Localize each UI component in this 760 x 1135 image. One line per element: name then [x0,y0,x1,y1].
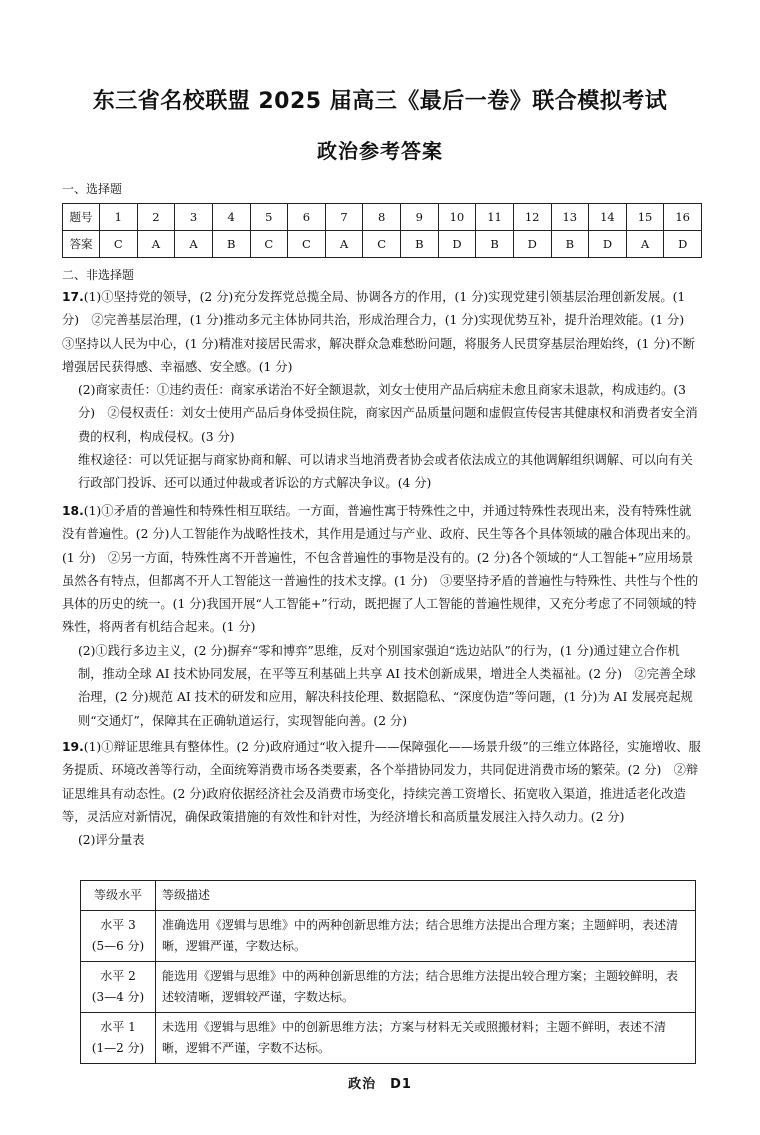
answer-cell: A [325,231,363,258]
answer-cell: A [137,231,175,258]
answer-cell: C [363,231,401,258]
question-number-cell: 9 [401,204,439,231]
answer-cell: C [100,231,138,258]
question-number-cell: 4 [212,204,250,231]
question-19-part2: (2)评分量表 [78,833,145,848]
question-number-cell: 3 [175,204,213,231]
rubric-header-row [81,881,696,911]
question-17-rights-paths: 维权途径：可以凭证据与商家协商和解、可以请求当地消费者协会或者依法成立的其他调解组织调解、可以向有关行政部门投诉、还可以通过仲裁或者诉讼的方式解决争议。(4 分) [78,453,693,491]
answer-cell: D [589,231,627,258]
answer-cell: B [212,231,250,258]
question-number-cell: 7 [325,204,363,231]
rubric-description: 能选用《逻辑与思维》中的两种创新思维的方法；结合思维方法提出较合理方案；主题较鲜明，表述较清晰，逻辑较严谨，字数达标。 [156,962,696,1013]
answer-cell: C [288,231,326,258]
question-number-cell: 6 [288,204,326,231]
rubric-header-description: 等级描述 [156,881,696,911]
question-18-number: 18. [62,504,84,518]
question-number-cell: 11 [476,204,514,231]
answer-cell: B [476,231,514,258]
rubric-description: 准确选用《逻辑与思维》中的两种创新思维方法；结合思维方法提出合理方案；主题鲜明，表述清晰，逻辑严谨，字数达标。 [156,911,696,962]
answer-table [62,203,702,258]
answer-table-answer-row [63,231,702,258]
rubric-description: 未选用《逻辑与思维》中的创新思维方法；方案与材料无关或照搬材料；主题不鲜明，表述不清晰，逻辑不严谨，字数不达标。 [156,1013,696,1064]
rubric-row [81,911,696,962]
question-number-cell: 14 [589,204,627,231]
row-label-question: 题号 [63,204,100,231]
rubric-level: 水平 2 (3—4 分) [81,962,156,1013]
answer-cell: A [175,231,213,258]
question-17-part1: (1)①坚持党的领导，(2 分)充分发挥党总揽全局、协调各方的作用，(1 分)实现党建引领基层治理创新发展。(1 分) ②完善基层治理，(1 分)推动多元主体协同共治，形成治理合力，(1 分)实现优势互补，提升治理效能。(1 分) ③坚持以人民为中心，(1 分)精准对接居民需求，解决群众急难愁盼问题，将服务人民贯穿基层治理始终，(1 分)不断增强居民获得感、幸福感、安全感。(1 分) [62,290,697,374]
page-title: 东三省名校联盟 2025 届高三《最后一卷》联合模拟考试 [92,89,668,114]
question-17-part2: (2)商家责任：①违约责任：商家承诺治不好全额退款，刘女士使用产品后病症未愈且商家未退款，构成违约。(3 分) ②侵权责任：刘女士使用产品后身体受损住院，商家因产品质量问题和虚假宣传侵害其健康权和消费者安全消费的权利，构成侵权。(3 分) [78,383,698,444]
question-number-cell: 5 [250,204,288,231]
answer-cell: A [626,231,664,258]
page-footer: 政治 D1 [348,1077,412,1092]
rubric-row [81,962,696,1013]
question-17-number: 17. [62,290,84,304]
question-number-cell: 15 [626,204,664,231]
answer-cell: C [250,231,288,258]
rubric-level: 水平 1 (1—2 分) [81,1013,156,1064]
scoring-rubric-table [80,880,696,1064]
question-17 [62,286,702,496]
question-18-part1: (1)①矛盾的普遍性和特殊性相互联结。一方面，普遍性寓于特殊性之中，并通过特殊性表现出来，没有特殊性就没有普遍性。(2 分)人工智能作为战略性技术，其作用是通过与产业、政府、民生等各个具体领域的融合体现出来的。(1 分) ②另一方面，特殊性离不开普遍性，不包含普遍性的事物是没有的。(2 分)各个领域的“人工智能+”应用场景虽然各有特点，但都离不开人工智能这一普遍性的技术支撑。(1 分) ③要坚持矛盾的普遍性与特殊性、共性与个性的具体的历史的统一。(1 分)我国开展“人工智能+”行动，既把握了人工智能的普遍性规律，又充分考虑了不同领域的特殊性，将两者有机结合起来。(1 分) [62,504,699,635]
answer-table-number-row [63,204,702,231]
question-19-part1: (1)①辩证思维具有整体性。(2 分)政府通过“收入提升——保障强化——场景升级”的三维立体路径，实施增收、服务提质、环境改善等行动，全面统筹消费市场各类要素，各个举措协同发力，共同促进消费市场的繁荣。(2 分) ②辩证思维具有动态性。(2 分)政府依据经济社会及消费市场变化，持续完善工资增长、拓宽收入渠道，推进适老化改造等，灵活应对新情况，确保政策措施的有效性和针对性，为经济增长和高质量发展注入持久动力。(2 分) [62,740,701,824]
answer-cell: D [513,231,551,258]
question-19-number: 19. [62,740,84,754]
section-choice-heading: 一、选择题 [62,182,123,196]
rubric-header-level: 等级水平 [81,881,156,911]
question-18-part2: (2)①践行多边主义，(2 分)摒弃“零和博弈”思维，反对个别国家强迫“选边站队”的行为，(1 分)通过建立合作机制，推动全球 AI 技术协同发展，在平等互利基础上共享 AI 技术创新成果，增进全人类福祉。(2 分) ②完善全球治理，(2 分)规范 AI 技术的研发和应用，解决科技伦理、数据隐私、“深度伪造”等问题，(1 分)为 AI 发展亮起规则“交通灯”，保障其在正确轨道运行，实现智能向善。(2 分) [78,643,696,728]
row-label-answer: 答案 [63,231,100,258]
question-number-cell: 8 [363,204,401,231]
rubric-level: 水平 3 (5—6 分) [81,911,156,962]
page-subtitle: 政治参考答案 [317,139,443,163]
answer-cell: D [664,231,702,258]
question-number-cell: 10 [438,204,476,231]
question-number-cell: 16 [664,204,702,231]
answer-cell: B [401,231,439,258]
question-number-cell: 2 [137,204,175,231]
section-essay-heading: 二、非选择题 [62,268,135,282]
answer-cell: B [551,231,589,258]
rubric-row [81,1013,696,1064]
question-number-cell: 1 [100,204,138,231]
question-19 [62,736,702,852]
answer-cell: D [438,231,476,258]
question-18 [62,500,702,733]
question-number-cell: 13 [551,204,589,231]
question-number-cell: 12 [513,204,551,231]
